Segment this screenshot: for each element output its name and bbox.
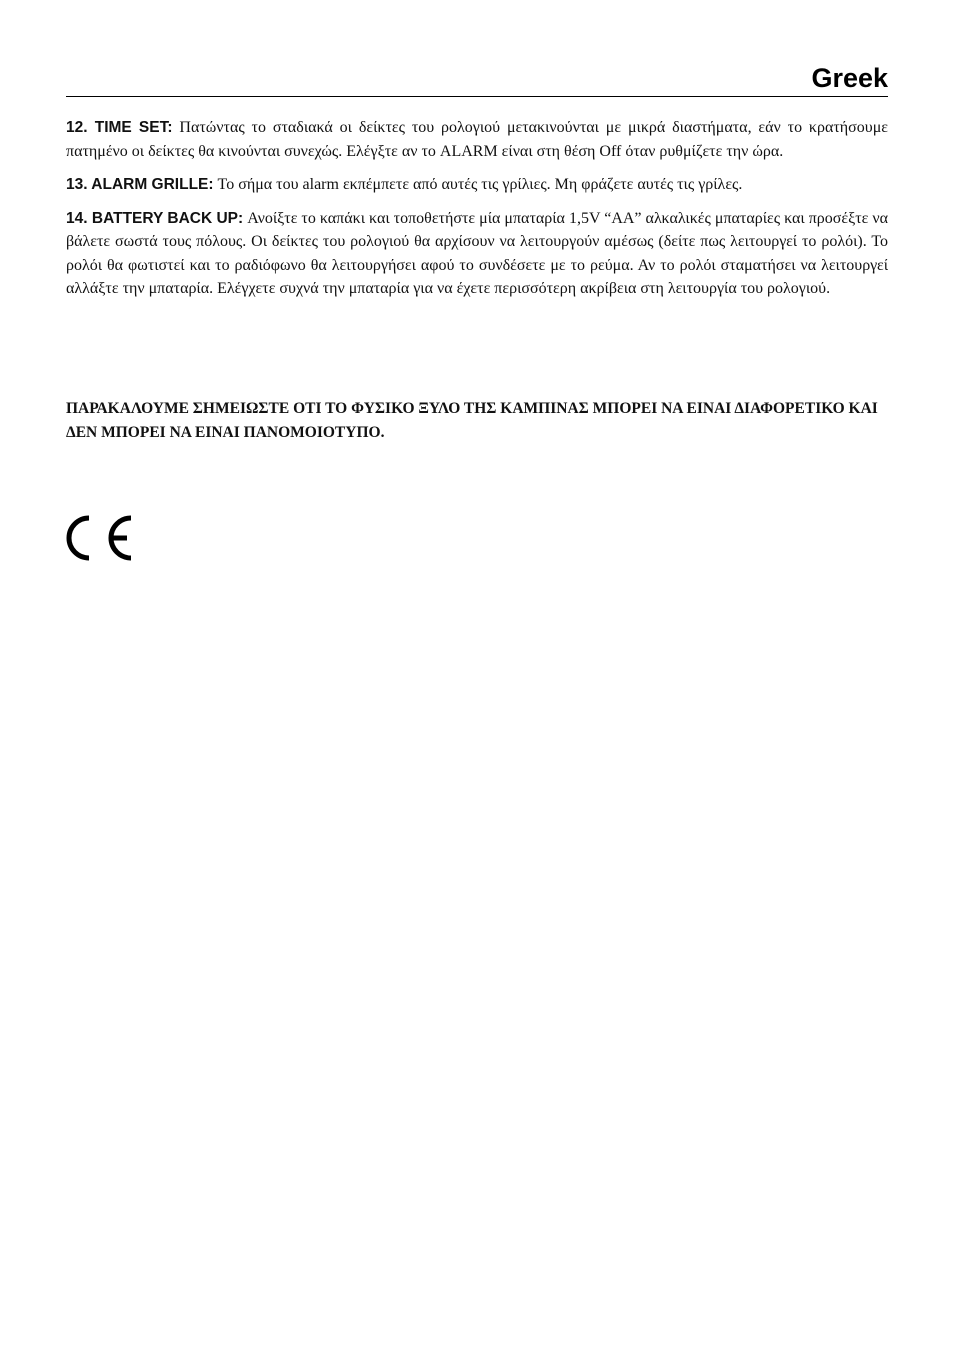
instructions-list: [66, 116, 888, 311]
wood-notice: ΠΑΡΑΚΑΛΟΥΜΕ ΣΗΜΕΙΩΣΤΕ ΟΤΙ ΤΟ ΦΥΣΙΚΟ ΞΥΛΟ ΤΗΣ ΚΑΜΠΙΝΑΣ ΜΠΟΡΕΙ ΝΑ ΕΙΝΑΙ ΔΙΑΦΟΡΕΤΙΚΟ ΚΑΙ ΔΕΝ ΜΠΟΡΕΙ ΝΑ ΕΙΝΑΙ ΠΑΝΟΜΟΙΟΤΥΠΟ.: [66, 400, 878, 441]
item-alarm-grille: [66, 173, 888, 197]
item-time-set: [66, 116, 888, 163]
item-alarm-grille-text: Το σήμα του alarm εκπέμπετε από αυτές τις γρίλιες. Μη φράζετε αυτές τις γρίλες.: [217, 176, 743, 193]
item-alarm-grille-heading: 13. ALARM GRILLE:: [66, 176, 214, 193]
language-title: Greek: [811, 63, 888, 93]
page-header: [66, 60, 888, 97]
item-battery-back-up: [66, 207, 888, 301]
item-battery-back-up-heading: 14. BATTERY BACK UP:: [66, 209, 244, 227]
item-battery-back-up-text: Ανοίξτε το καπάκι και τοποθετήστε μία μπαταρία 1,5V “AA” αλκαλικές μπαταρίες και προσέξτε να βάλετε σωστά τους πόλους. Οι δείκτες του ρολογιού θα αρχίσουν να λειτουργούν αμέσως (δείτε πως λειτουργεί το ρολόι). Το ρολόι θα φωτιστεί και το ραδιόφωνο θα λειτουργήσει αφού το συνδέσετε με το ρεύμα. Αν το ρολόι σταματήσει να λειτουργεί αλλάξτε την μπαταρία. Ελέγχετε συχνά την μπαταρία για να έχετε περισσότερη ακρίβεια στη λειτουργία του ρολογιού.: [66, 209, 889, 297]
ce-mark-icon: [65, 513, 135, 563]
item-time-set-heading: 12. TIME SET:: [66, 119, 173, 136]
item-time-set-text: Πατώντας το σταδιακά οι δείκτες του ρολογιού μετακινούνται με μικρά διαστήματα, εάν το κρατήσουμε πατημένο οι δείκτες θα κινούνται συνεχώς. Ελέγξτε αν το ALARM είναι στη θέση Off όταν ρυθμίζετε την ώρα.: [66, 119, 888, 160]
